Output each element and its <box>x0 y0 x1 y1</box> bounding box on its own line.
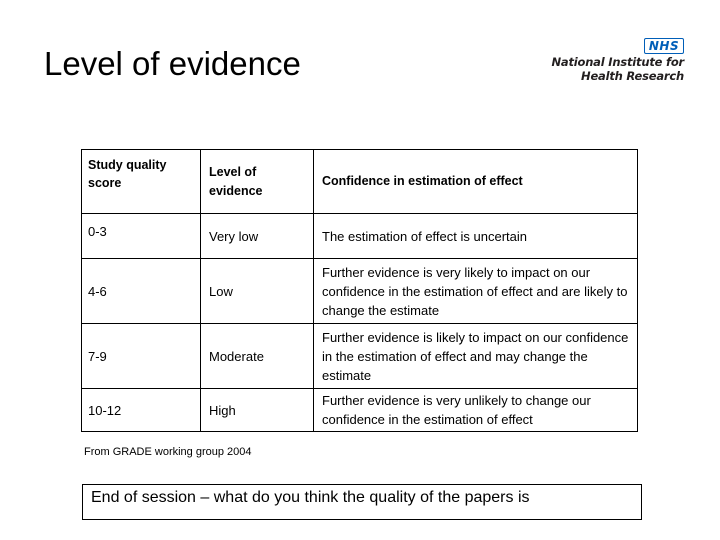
logo-line-2: Health Research <box>581 69 684 83</box>
nhs-badge-text: NHS <box>648 39 680 53</box>
header-confidence: Confidence in estimation of effect <box>314 150 638 214</box>
table-header-row <box>82 150 638 214</box>
cell-confidence: Further evidence is likely to impact on our confidence in the estimation of effect and may change the estimate <box>314 324 638 389</box>
cell-level: Very low <box>201 214 314 259</box>
nihr-logo <box>548 36 688 88</box>
closing-question: End of session – what do you think the quality of the papers is <box>82 484 642 520</box>
cell-confidence: Further evidence is very likely to impact on our confidence in the estimation of effect and are likely to change the estimate <box>314 259 638 324</box>
cell-score: 0-3 <box>82 214 201 259</box>
logo-text <box>551 55 684 83</box>
cell-score: 4-6 <box>82 259 201 324</box>
source-note: From GRADE working group 2004 <box>84 446 252 458</box>
slide-title: Level of evidence <box>44 45 301 82</box>
nhs-badge <box>644 38 684 54</box>
header-study-quality: Study quality score <box>88 158 167 190</box>
cell-confidence: The estimation of effect is uncertain <box>314 214 638 259</box>
table-row <box>82 214 638 259</box>
table-row <box>82 259 638 324</box>
table-row <box>82 324 638 389</box>
cell-level: Low <box>201 259 314 324</box>
cell-level: High <box>201 389 314 432</box>
header-level-of-evidence: Level of evidence <box>201 150 314 214</box>
logo-line-1: National Institute for <box>551 55 684 69</box>
cell-confidence: Further evidence is very unlikely to change our confidence in the estimation of effect <box>314 389 638 432</box>
cell-score: 10-12 <box>82 389 201 432</box>
evidence-table <box>81 149 638 432</box>
cell-level: Moderate <box>201 324 314 389</box>
cell-score: 7-9 <box>82 324 201 389</box>
table-row <box>82 389 638 432</box>
